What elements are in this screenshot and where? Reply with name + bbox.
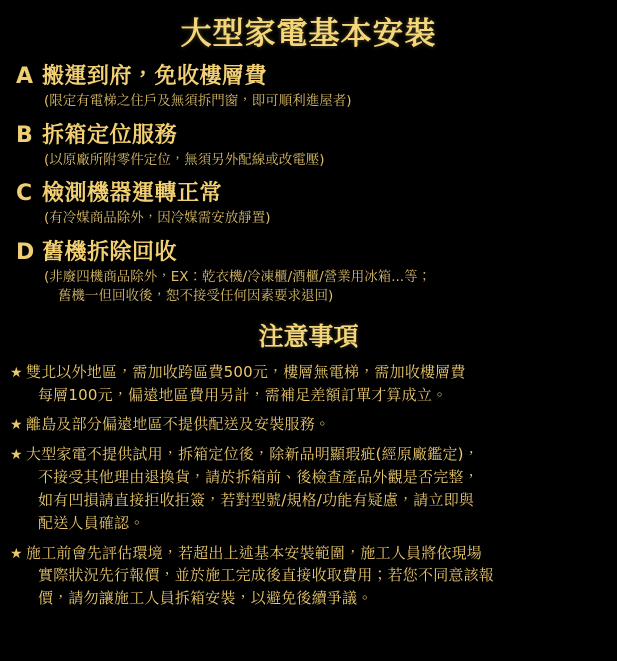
service-item-note [44,268,607,307]
service-item-header [14,176,607,207]
notice-text [26,413,330,436]
notice-line: 如有凹損請直接拒收拒簽，若對型號/規格/功能有疑慮，請立即與 [38,491,475,509]
star-icon: ★ [10,364,23,381]
service-item-title: 搬運到府，免收樓層費 [42,64,268,89]
service-item-header [14,118,607,149]
star-icon: ★ [10,447,23,464]
notice-line: 不接受其他理由退換貨，請於拆箱前、後檢查產品外觀是否完整， [38,468,479,487]
service-item-header [14,59,607,90]
service-item-note: (有冷媒商品除外，因冷媒需安放靜置) [44,210,271,227]
notice-line: 施工前會先評估環境，若超出上述基本安裝範圍，施工人員將依現場 [26,543,483,562]
page-title: 大型家電基本安裝 [180,16,437,52]
notice-item [10,443,609,534]
notice-text [26,542,494,610]
notice-section-title: 注意事項 [258,321,359,351]
notice-item [10,542,609,610]
service-item-letter: A [16,64,34,89]
notice-line: 實際狀況先行報價，並於施工完成後直接收取費用；若您不同意該報 [38,566,495,585]
notice-text [26,443,479,534]
service-item [14,176,607,229]
notice-list [0,361,617,610]
star-icon: ★ [10,545,23,562]
notice-item [10,413,609,436]
service-item-note: (限定有電梯之住戶及無須拆門窗，即可順利進屋者) [44,93,352,109]
star-icon: ★ [10,417,23,434]
notice-line: 離島及部分偏遠地區不提供配送及安裝服務。 [26,415,331,434]
service-item-letter: C [16,181,33,207]
notice-line: 每層100元，偏遠地區費用另計，需補足差額訂單才算成立。 [38,385,448,404]
notice-item [10,361,609,407]
notice-text [26,361,466,407]
notice-line: 雙北以外地區，需加收跨區費500元，樓層無電梯，需加收樓層費 [26,362,466,381]
service-item [14,235,607,307]
service-item-header [14,235,607,266]
notice-line: 價，請勿讓施工人員拆箱安裝，以避免後續爭議。 [38,589,373,608]
service-item-title: 拆箱定位服務 [42,122,178,148]
service-item [14,118,607,171]
service-item-note-line: (非廢四機商品除外，EX：乾衣機/冷凍櫃/酒櫃/營業用冰箱...等； [44,268,432,285]
service-item-letter: B [16,122,33,148]
service-item-note: (以原廠所附零件定位，無須另外配線或改電壓) [44,151,325,168]
service-item-list [0,59,617,307]
service-item-note-line: 舊機一但回收後，恕不接受任何因素要求退回) [58,288,334,305]
notice-line: 配送人員確認。 [38,513,145,532]
service-item-letter: D [16,239,35,265]
notice-line: 大型家電不提供試用，拆箱定位後，除新品明顯瑕疵(經原廠鑑定)， [26,445,479,464]
service-item [14,59,607,112]
service-item-title: 檢測機器運轉正常 [42,181,223,207]
service-item-title: 舊機拆除回收 [42,239,178,265]
